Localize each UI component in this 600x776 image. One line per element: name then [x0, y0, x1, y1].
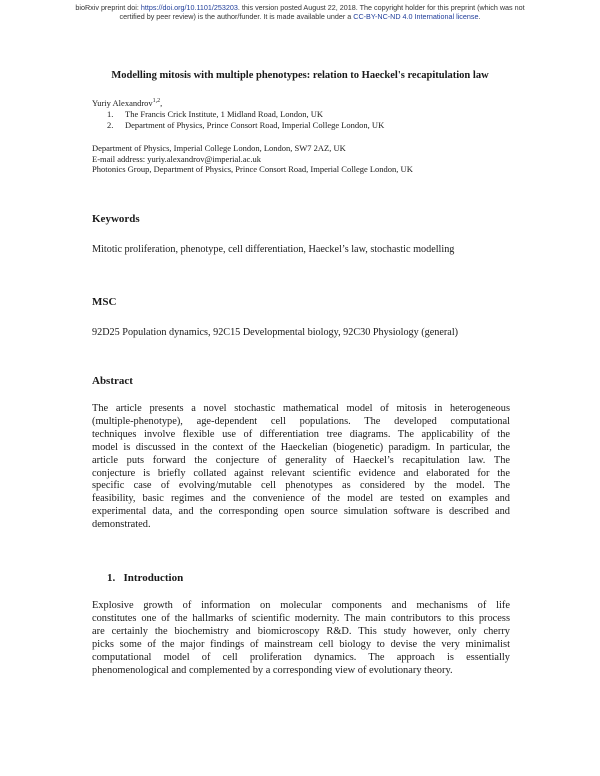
- abstract-line: (multiple-phenotype), age-dependent cell populations. The developed computational: [92, 415, 510, 427]
- introduction-body: [92, 600, 510, 677]
- doi-link[interactable]: https://doi.org/10.1101/253203: [140, 3, 238, 12]
- affiliation-text: The Francis Crick Institute, 1 Midland Road, London, UK: [125, 109, 324, 119]
- msc-heading: MSC: [92, 296, 117, 308]
- abstract-line: experimental data, and the corresponding open source simulation software is described and: [92, 506, 510, 518]
- contact-line: Photonics Group, Department of Physics, Prince Consort Road, Imperial College London, UK: [92, 164, 413, 174]
- author-name: Yuriy Alexandrov: [92, 97, 153, 108]
- introduction-line: are certainly the biochemistry and biomicroscopy R&D. This study however, only cherry: [92, 625, 510, 637]
- introduction-line: picks some of the major findings of mainstream cell biology to devise the very minimalist: [92, 638, 510, 650]
- abstract-line: conjecture is briefly collated against relevant scientific evidence and elaborated for the: [92, 467, 510, 479]
- introduction-heading: 1. Introduction: [107, 572, 184, 584]
- banner-text: certified by peer review) is the author/funder. It is made available under a: [119, 12, 354, 21]
- banner-text: bioRxiv preprint doi:: [75, 3, 141, 12]
- contact-line: Department of Physics, Imperial College London, London, SW7 2AZ, UK: [92, 143, 346, 153]
- affiliation-item: [107, 120, 384, 131]
- keywords-heading: Keywords: [92, 213, 140, 225]
- introduction-line: constitutes one of the hallmarks of scientific modernity. The main contributors to this process: [92, 612, 510, 624]
- affiliation-number: 2.: [107, 119, 114, 130]
- affiliation-text: Department of Physics, Prince Consort Road, Imperial College London, UK: [125, 119, 385, 130]
- banner-text: . this version posted August 22, 2018. The copyright holder for this preprint (which was not: [237, 3, 525, 12]
- abstract-line: article puts forward the conjecture of generality of Haeckel’s recapitulation law. The: [92, 454, 510, 466]
- introduction-line: Explosive growth of information on molecular components and mechanisms of life: [92, 600, 510, 611]
- abstract-line: The article presents a novel stochastic mathematical model of mitosis in heterogeneous: [92, 403, 510, 414]
- license-link[interactable]: CC-BY-NC-ND 4.0 International license: [353, 12, 479, 21]
- abstract-heading: Abstract: [92, 375, 133, 387]
- paper-title: Modelling mitosis with multiple phenotypes: relation to Haeckel's recapitulation law: [111, 70, 489, 81]
- author-line: [92, 96, 162, 108]
- msc-text: 92D25 Population dynamics, 92C15 Developmental biology, 92C30 Physiology (general): [92, 327, 459, 338]
- abstract-line: feasibility, basic regimes and the convenience of the model are tested on examples and: [92, 493, 510, 505]
- affiliation-item: [107, 109, 384, 120]
- author-sup: 1,2: [152, 98, 161, 104]
- introduction-line: computational model of cell proliferation dynamics. The approach is essentially: [92, 651, 510, 663]
- banner-line-2: [0, 12, 600, 21]
- banner-text: .: [478, 12, 481, 21]
- abstract-line: model is discussed in the context of the Haeckelian (biogenetic) paradigm. In particular, the: [92, 441, 510, 453]
- preprint-banner: [0, 3, 600, 21]
- abstract-line: specific case of evolving/mutable cell phenotypes as considered by the model. The: [92, 480, 510, 492]
- keywords-text: Mitotic proliferation, phenotype, cell differentiation, Haeckel’s law, stochastic modelling: [92, 244, 455, 255]
- affiliation-number: 1.: [107, 109, 114, 119]
- affiliation-list: [107, 109, 384, 130]
- introduction-line: phenomenological and complemented by a corresponding view of evolutionary theory.: [92, 664, 453, 676]
- abstract-line: techniques involve flexible use of differentiation tree diagrams. The applicability of the: [92, 428, 510, 440]
- abstract-line: demonstrated.: [92, 519, 151, 531]
- banner-line-1: [0, 3, 600, 12]
- contact-email: E-mail address: yuriy.alexandrov@imperial.ac.uk: [92, 153, 261, 164]
- author-trail: ,: [160, 97, 163, 108]
- abstract-body: [92, 403, 510, 532]
- contact-block: [92, 143, 413, 175]
